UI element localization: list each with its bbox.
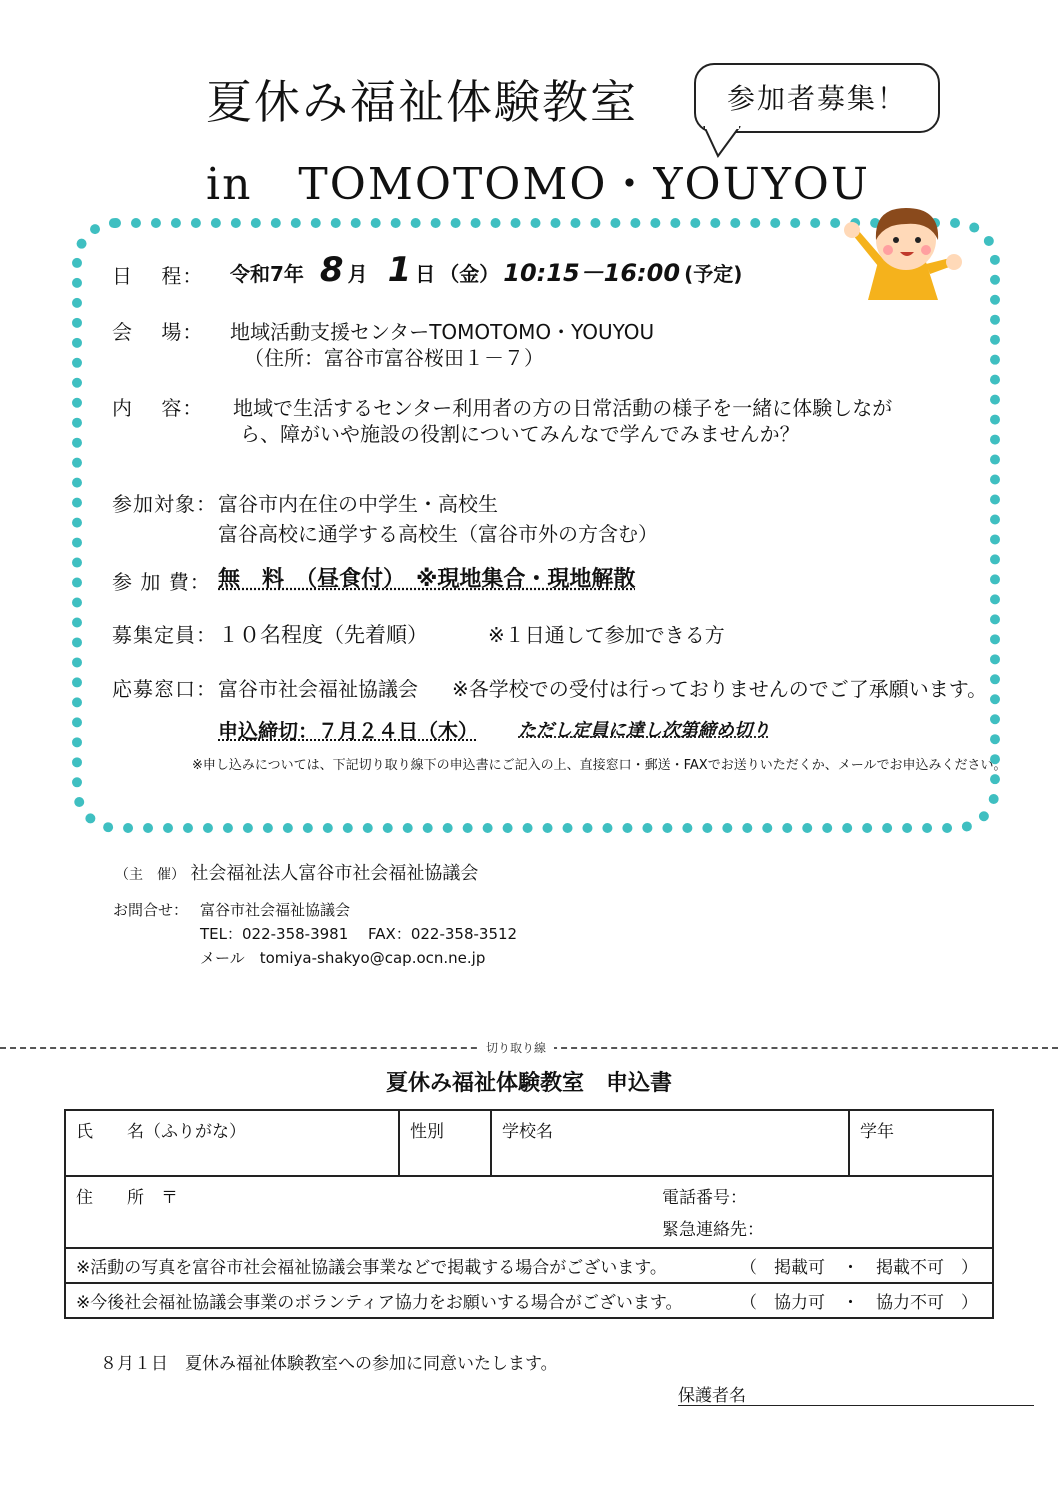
bubble-text: 参加者募集！ [726, 82, 907, 115]
inquiry-tel-fax: TEL：022-358-3981 FAX：022-358-3512 [200, 925, 518, 943]
schedule-value [230, 250, 743, 290]
school-field[interactable] [491, 1110, 849, 1176]
schedule-month: 8 [319, 250, 344, 290]
fee-label: 参 加 費： [112, 570, 211, 594]
volunteer-consent-row [65, 1283, 993, 1318]
emergency-label: 緊急連絡先： [662, 1220, 764, 1240]
contact-window-value: 富谷市社会福祉協議会 [218, 677, 418, 701]
target-label: 参加対象： [112, 492, 217, 516]
schedule-label: 日 程： [112, 264, 204, 288]
schedule-month-unit: 月 [347, 262, 368, 286]
organizer-label [115, 862, 478, 887]
capacity-note: ※１日通して参加できる方 [488, 623, 725, 647]
guardian-signature-line[interactable] [678, 1405, 1034, 1406]
content-line2: ら、障がいや施設の役割についてみんなで学んでみませんか？ [240, 422, 800, 446]
volunteer-consent-text: ※今後社会福祉協議会事業のボランティア協力をお願いする場合がございます。 [76, 1293, 683, 1313]
application-form [64, 1109, 994, 1319]
organizer-label-text: （主 催） [115, 867, 185, 883]
volunteer-consent-options[interactable]: （ 協力可 ・ 協力不可 ） [740, 1293, 978, 1313]
inquiry-label: お問合せ： [113, 901, 189, 919]
schedule-day-unit: 日 [415, 262, 436, 286]
gender-label: 性別 [410, 1122, 444, 1142]
capacity-value: １０名程度（先着順） [218, 623, 428, 647]
address-field[interactable] [65, 1176, 993, 1248]
venue-name: 地域活動支援センターTOMOTOMO・YOUYOU [230, 320, 655, 344]
gender-field[interactable] [399, 1110, 491, 1176]
schedule-time: 10:15－16:00 [503, 259, 681, 287]
grade-label: 学年 [860, 1122, 894, 1142]
consent-text: ８月１日 夏休み福祉体験教室への参加に同意いたします。 [100, 1354, 558, 1374]
inquiry-name: 富谷市社会福祉協議会 [200, 901, 351, 919]
capacity-label: 募集定員： [112, 623, 217, 647]
deadline-note: ただし定員に達し次第締め切り [518, 720, 770, 741]
speech-bubble [694, 63, 940, 133]
name-field[interactable] [65, 1110, 399, 1176]
cut-line-label: 切り取り線 [478, 1039, 554, 1056]
phone-label: 電話番号： [662, 1188, 747, 1208]
photo-consent-options[interactable]: （ 掲載可 ・ 掲載不可 ） [740, 1258, 978, 1278]
speech-bubble-tail-icon [700, 126, 760, 160]
fee-value: 無 料 （昼食付） ※現地集合・現地解散 [218, 567, 636, 592]
schedule-day: 1 [387, 250, 412, 290]
guardian-label: 保護者名 [678, 1386, 746, 1406]
school-label: 学校名 [502, 1122, 553, 1142]
content-label: 内 容： [112, 396, 204, 420]
target-line2: 富谷高校に通学する高校生（富谷市外の方含む） [218, 522, 658, 546]
form-title: 夏休み福祉体験教室 申込書 [385, 1071, 672, 1096]
deadline-value: 申込締切：７月２４日（木） [218, 719, 478, 743]
target-line1: 富谷市内在住の中学生・高校生 [218, 492, 498, 516]
schedule-planned: (予定) [684, 262, 743, 286]
child-illustration-icon [838, 200, 968, 308]
title-sub: in TOMOTOMO・YOUYOU [206, 159, 870, 210]
address-label: 住 所 〒 [76, 1188, 178, 1208]
inquiry-email[interactable]: メール tomiya-shakyo@cap.ocn.ne.jp [200, 949, 486, 967]
venue-address: （住所：富谷市富谷桜田１－７） [244, 346, 544, 370]
content-line1: 地域で生活するセンター利用者の方の日常活動の様子を一緒に体験しなが [233, 396, 893, 420]
venue-label: 会 場： [112, 320, 204, 344]
grade-field[interactable] [849, 1110, 993, 1176]
contact-window-note: ※各学校での受付は行っておりませんのでご了承願います。 [452, 677, 988, 701]
organizer-value: 社会福祉法人富谷市社会福祉協議会 [190, 863, 479, 884]
schedule-era: 令和7年 [230, 262, 304, 286]
contact-window-label: 応募窓口： [112, 677, 217, 701]
name-label: 氏 名（ふりがな） [76, 1122, 246, 1142]
photo-consent-text: ※活動の写真を富谷市社会福祉協議会事業などで掲載する場合がございます。 [76, 1258, 667, 1278]
apply-note: ※申し込みについては、下記切り取り線下の申込書にご記入の上、直接窓口・郵送・FAXでお送りいただくか、メールでお申込みください。 [192, 758, 1007, 773]
schedule-weekday: （金） [439, 262, 500, 286]
photo-consent-row [65, 1248, 993, 1283]
title-main: 夏休み福祉体験教室 [206, 75, 638, 129]
